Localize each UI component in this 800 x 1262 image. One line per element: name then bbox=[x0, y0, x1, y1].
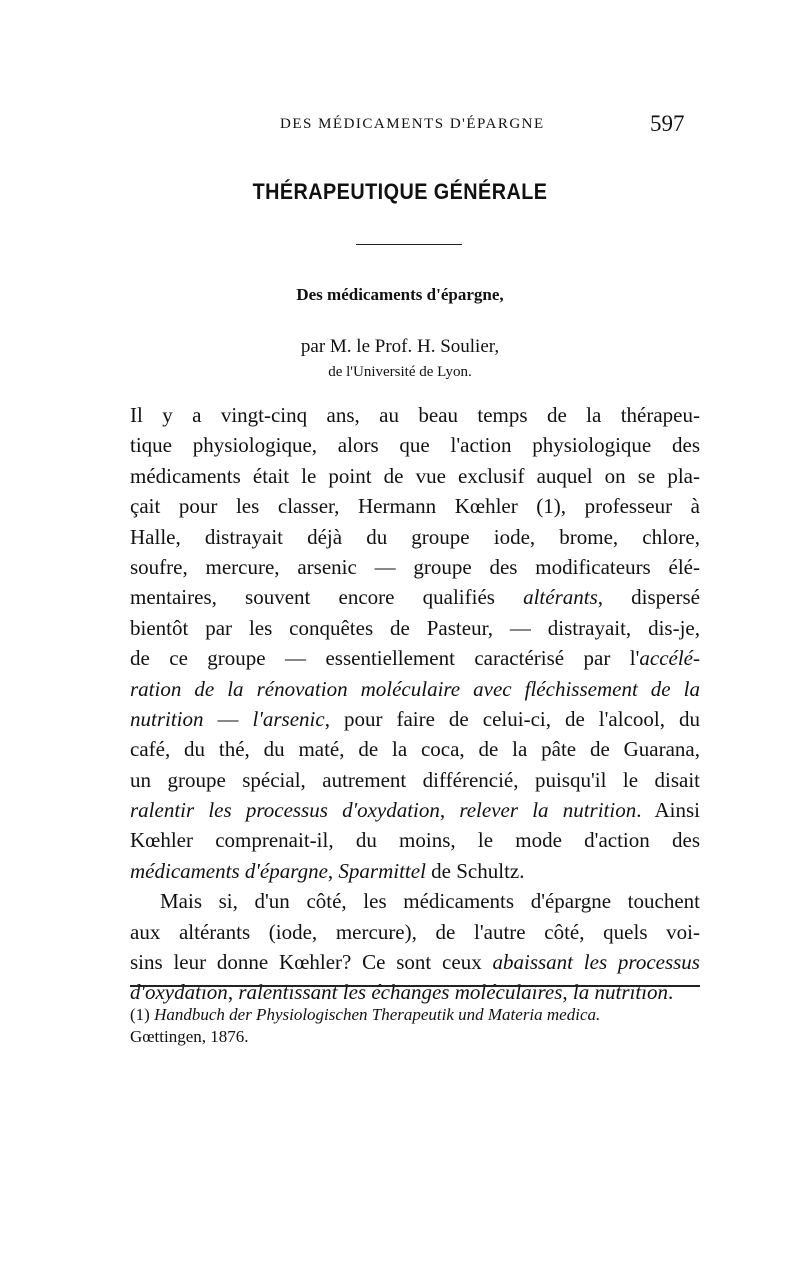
italic-text: l'arsenic bbox=[252, 706, 325, 731]
body-line bbox=[130, 795, 700, 825]
italic-text: abaissant les processus bbox=[492, 950, 700, 975]
body-line bbox=[130, 947, 700, 977]
section-title: THÉRAPEUTIQUE GÉNÉRALE bbox=[252, 179, 548, 204]
body-text-span: , bbox=[439, 798, 460, 823]
running-header bbox=[0, 111, 800, 140]
body-line bbox=[130, 613, 700, 643]
body-text-span: — bbox=[203, 706, 253, 731]
body-line bbox=[130, 917, 700, 947]
footnote bbox=[130, 1004, 700, 1048]
body-line bbox=[130, 430, 700, 460]
body-text-span: café, du thé, du maté, de la coca, de la pâte de Guarana, bbox=[130, 737, 700, 762]
body-text-span: . Ainsi bbox=[636, 798, 700, 823]
body-line bbox=[130, 552, 700, 582]
italic-text: la nutrition bbox=[572, 980, 669, 1005]
body-text-span: Halle, distrayait déjà du groupe iode, brome, chlore, bbox=[130, 524, 700, 549]
body-text-span: médicaments était le point de vue exclusif auquel on se pla- bbox=[130, 463, 700, 488]
body-line bbox=[130, 674, 700, 704]
title-divider bbox=[356, 244, 462, 245]
body-text-span: Kœhler comprenait-il, du moins, le mode d'action des bbox=[130, 828, 700, 853]
body-line bbox=[130, 886, 700, 916]
italic-text: Sparmittel bbox=[338, 858, 426, 883]
body-line bbox=[130, 765, 700, 795]
body-text-span: bientôt par les conquêtes de Pasteur, — distrayait, dis-je, bbox=[130, 615, 700, 640]
article-byline: par M. le Prof. H. Soulier, bbox=[300, 336, 500, 357]
body-text bbox=[130, 400, 700, 1008]
footnote-place: Gœttingen, 1876. bbox=[130, 1027, 249, 1046]
italic-text: relever la nutrition bbox=[459, 798, 637, 823]
body-line bbox=[130, 734, 700, 764]
body-line bbox=[130, 461, 700, 491]
running-header-title: DES MÉDICAMENTS D'ÉPARGNE bbox=[280, 116, 545, 132]
body-text-span: , bbox=[327, 858, 339, 883]
body-line bbox=[130, 643, 700, 673]
footnote-divider bbox=[130, 985, 700, 987]
body-text-span: aux altérants (iode, mercure), de l'autre côté, quels voi- bbox=[130, 919, 700, 944]
italic-text: ralentir les processus d'oxydation bbox=[130, 798, 440, 823]
body-text-span: Mais si, d'un côté, les médicaments d'épargne touchent bbox=[160, 889, 700, 914]
italic-text: d'oxydation bbox=[130, 980, 228, 1005]
article-affiliation: de l'Université de Lyon. bbox=[328, 364, 472, 380]
body-text-span: de Schultz. bbox=[425, 858, 525, 883]
body-line bbox=[130, 400, 700, 430]
body-text-span: mentaires, souvent encore qualifiés bbox=[130, 585, 524, 610]
body-line bbox=[130, 825, 700, 855]
article-title: Des médicaments d'épargne, bbox=[296, 285, 504, 304]
italic-text: altérants bbox=[523, 585, 598, 610]
body-text-span: , bbox=[562, 980, 573, 1005]
body-text-span: Il y a vingt-cinq ans, au beau temps de la thérapeu- bbox=[130, 403, 700, 427]
body-text-span: , dispersé bbox=[597, 585, 700, 610]
body-line bbox=[130, 522, 700, 552]
body-line bbox=[130, 704, 700, 734]
body-text-span: tique physiologique, alors que l'action physiologique des bbox=[130, 433, 700, 458]
footnote-title: Handbuch der Physiologischen Therapeutik und Materia medica. bbox=[154, 1005, 601, 1024]
body-text-span: un groupe spécial, autrement différencié, puisqu'il le disait bbox=[130, 767, 700, 792]
body-line bbox=[130, 582, 700, 612]
italic-text: nutrition bbox=[130, 706, 204, 731]
body-line bbox=[130, 491, 700, 521]
body-text-span: . bbox=[668, 980, 674, 1005]
italic-text: médicaments d'épargne bbox=[130, 858, 328, 883]
italic-text: ration de la rénovation moléculaire avec fléchissement de la bbox=[130, 676, 700, 701]
body-line bbox=[130, 856, 700, 886]
italic-text: ralentissant les échanges moléculaires bbox=[238, 980, 563, 1005]
body-text-span: soufre, mercure, arsenic — groupe des modificateurs élé- bbox=[130, 554, 700, 579]
italic-text: accélé- bbox=[639, 646, 700, 671]
footnote-marker: (1) bbox=[130, 1005, 150, 1024]
body-text-span: çait pour les classer, Hermann Kœhler (1), professeur à bbox=[130, 494, 700, 519]
page-number: 597 bbox=[650, 111, 685, 136]
body-text-span: sins leur donne Kœhler? Ce sont ceux bbox=[130, 950, 493, 975]
body-text-span: , bbox=[227, 980, 239, 1005]
body-text-span: de ce groupe — essentiellement caractérisé par l' bbox=[130, 646, 640, 671]
body-text-span: , pour faire de celui-ci, de l'alcool, du bbox=[324, 706, 700, 731]
